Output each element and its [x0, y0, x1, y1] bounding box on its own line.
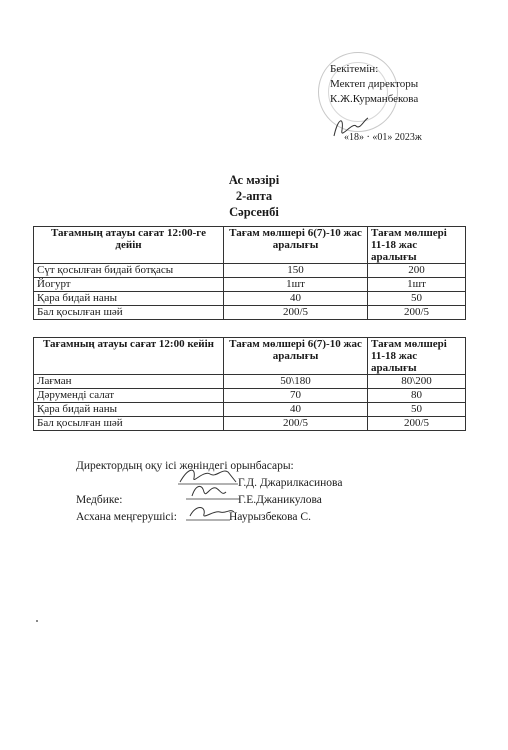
table-row [34, 417, 466, 431]
menu-table-after-noon [33, 337, 466, 431]
portion-older: 200/5 [368, 306, 466, 320]
table-row [34, 292, 466, 306]
table-row [34, 306, 466, 320]
approval-block [330, 62, 490, 107]
nurse-name: Г.Е.Джаникулова [238, 494, 322, 506]
portion-older: 80\200 [368, 375, 466, 389]
portion-older: 50 [368, 403, 466, 417]
table-row [34, 264, 466, 278]
kitchen-name: Наурызбекова С. [229, 511, 311, 523]
portion-young: 200/5 [224, 417, 368, 431]
header-portion-young: Тағам мөлшері 6(7)-10 жас аралығы [224, 338, 368, 375]
kitchen-row [76, 509, 476, 526]
dish-name: Сүт қосылған бидай ботқасы [34, 264, 224, 278]
portion-young: 70 [224, 389, 368, 403]
menu-table-before-noon [33, 226, 466, 320]
portion-young: 50\180 [224, 375, 368, 389]
table-header-row [34, 338, 466, 375]
nurse-title: Медбике: [76, 494, 123, 506]
header-dish-name: Тағамның атауы сағат 12:00 кейін [34, 338, 224, 375]
table-header-row [34, 227, 466, 264]
header-portion-young: Тағам мөлшері 6(7)-10 жас аралығы [224, 227, 368, 264]
table-row [34, 389, 466, 403]
dish-name: Бал қосылған шәй [34, 306, 224, 320]
portion-young: 40 [224, 403, 368, 417]
nurse-row [76, 492, 476, 509]
dish-name: Йогурт [34, 278, 224, 292]
menu-title: Ас мәзірі [228, 173, 280, 187]
portion-young: 200/5 [224, 306, 368, 320]
portion-young: 150 [224, 264, 368, 278]
portion-older: 80 [368, 389, 466, 403]
approval-name: К.Ж.Курманбекова [330, 93, 419, 105]
deputy-name-row [76, 475, 476, 492]
portion-older: 200 [368, 264, 466, 278]
portion-older: 50 [368, 292, 466, 306]
menu-week: 2-апта [235, 189, 273, 203]
nurse-signature [186, 480, 246, 502]
menu-title-block [0, 172, 508, 220]
dish-name: Лағман [34, 375, 224, 389]
approval-label: Бекітемін: [330, 63, 379, 75]
deputy-title-row [76, 458, 476, 475]
portion-older: 200/5 [368, 417, 466, 431]
header-portion-older: Тағам мөлшері 11-18 жас аралығы [368, 338, 466, 375]
approval-date: «18» · «01» 2023ж [344, 132, 422, 143]
deputy-name: Г.Д. Джарилкасинова [238, 477, 343, 489]
header-dish-name: Тағамның атауы сағат 12:00-ге дейін [34, 227, 224, 264]
deputy-title: Директордың оқу ісі жөніндегі орынбасары: [76, 460, 294, 472]
table-row [34, 403, 466, 417]
portion-young: 1шт [224, 278, 368, 292]
kitchen-head-signature [186, 502, 246, 524]
dish-name: Қара бидай наны [34, 292, 224, 306]
kitchen-title: Асхана меңгерушісі: [76, 511, 177, 523]
menu-day: Сәрсенбі [229, 205, 279, 219]
dish-name: Қара бидай наны [34, 403, 224, 417]
dish-name: Бал қосылған шәй [34, 417, 224, 431]
signatures-block [76, 458, 476, 526]
portion-young: 40 [224, 292, 368, 306]
scan-speck [36, 620, 38, 622]
dish-name: Дәрумендi салат [34, 389, 224, 403]
header-portion-older: Тағам мөлшері 11-18 жас аралығы [368, 227, 466, 264]
approval-position: Мектеп директоры [330, 78, 419, 90]
table-row [34, 375, 466, 389]
table-row [34, 278, 466, 292]
portion-older: 1шт [368, 278, 466, 292]
